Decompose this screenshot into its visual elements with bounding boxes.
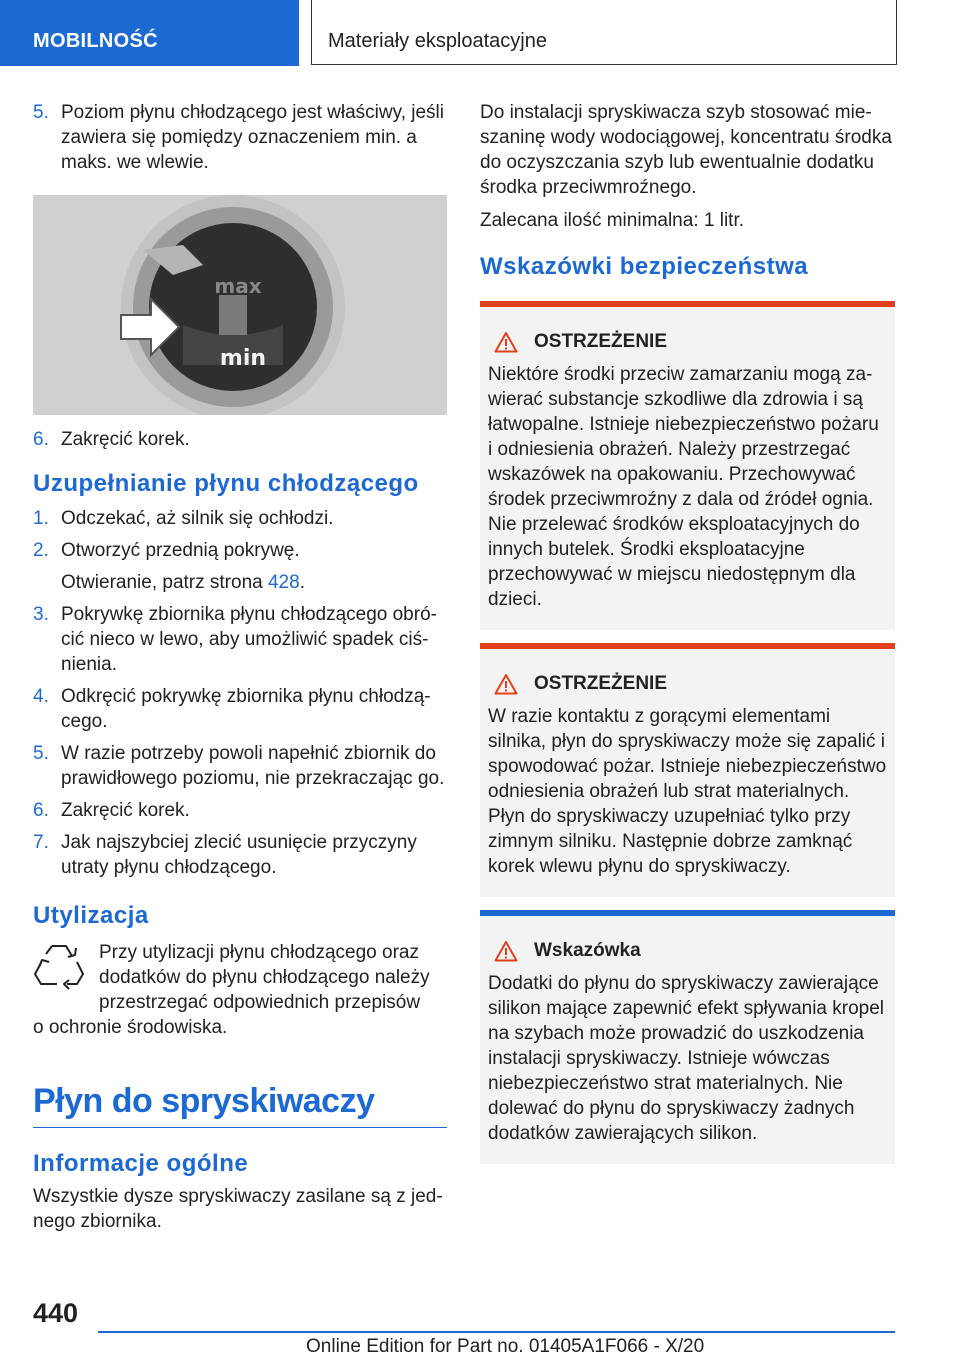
list-item <box>33 100 447 175</box>
list-item <box>33 602 447 677</box>
list-item <box>33 741 447 791</box>
note-title-row <box>488 938 887 963</box>
step-number: 7. <box>33 832 49 853</box>
chapter-title: Materiały eksploatacyjne <box>328 30 547 52</box>
step-text: Jak najszybciej zlecić usunięcie przyczyny utraty płynu chłodzącego. <box>61 832 417 878</box>
coolant-cap-illustration <box>33 195 447 415</box>
recycle-icon <box>33 940 85 992</box>
page-number: 440 <box>33 1298 79 1328</box>
general-heading: Informacje ogólne <box>33 1150 249 1177</box>
reference-prefix: Otwieranie, patrz strona <box>61 572 268 593</box>
safety-heading: Wskazówki bezpieczeństwa <box>480 253 809 280</box>
step-text: Zakręcić korek. <box>61 429 190 450</box>
step-text: Odkręcić pokrywkę zbiornika płynu chłodzącego. <box>61 686 431 732</box>
coolant-level-photo <box>33 195 447 415</box>
warning-text: W razie kontaktu z gorącymi elementami silnika, płyn do spryskiwaczy może się zapalić i spowodować pożar. Istnieje niebezpieczeństwo odniesienia obrażeń lub strat materialnych. Płyn do spryskiwaczy uzupełniać tylko przy zimnym silniku. Następnie dobrze zamknąć korek wlewu płynu do spryskiwaczy. <box>488 706 887 877</box>
warning-box <box>480 301 895 630</box>
cross-reference <box>61 570 447 595</box>
step-text: Poziom płynu chłodzącego jest właściwy, jeśli zawiera się pomiędzy oznaczeniem min. a maks. we wlewie. <box>61 102 444 173</box>
step-text: Pokrywkę zbiornika płynu chłodzącego obrócić nieco w lewo, aby umożliwić spadek ciśnienia. <box>61 604 437 675</box>
step-number: 2. <box>33 540 49 561</box>
recommended-amount: Zalecana ilość minimalna: 1 litr. <box>480 210 744 231</box>
step-number: 6. <box>33 800 49 821</box>
disposal-text: Przy utylizacji płynu chłodzącego oraz dodatków do płynu chłodzącego należy przestrzegać odpowiednich przepisów <box>99 942 430 1013</box>
footer-divider <box>98 1331 895 1333</box>
step-number: 5. <box>33 102 49 123</box>
washer-heading: Płyn do spryskiwaczy <box>33 1082 375 1120</box>
section-tab <box>0 0 299 66</box>
warning-triangle-icon <box>494 673 518 695</box>
warning-title: OSTRZEŻENIE <box>534 331 668 352</box>
washer-section-title <box>33 1082 447 1128</box>
disposal-heading: Utylizacja <box>33 902 149 929</box>
reference-suffix: . <box>299 572 305 593</box>
disposal-text-end: o ochronie środowiska. <box>33 1017 228 1038</box>
page-link[interactable]: 428 <box>267 572 300 593</box>
step-text: Zakręcić korek. <box>61 800 190 821</box>
refill-heading: Uzupełnianie płynu chłodzącego <box>33 470 419 497</box>
list-item <box>33 538 447 595</box>
intro-paragraph: Do instalacji spryskiwacza szyb stosować mieszaninę wody wodociągowej, koncentratu środka do oczyszczania szyb lub ewentualnie dodatku środka przeciwmroźnego. <box>480 102 892 198</box>
list-item <box>33 427 447 452</box>
step-text: Odczekać, aż silnik się ochłodzi. <box>61 508 334 529</box>
min-label: min <box>219 346 267 371</box>
step-number: 3. <box>33 604 49 625</box>
step-number: 6. <box>33 429 49 450</box>
warning-box <box>480 643 895 897</box>
list-item <box>33 684 447 734</box>
list-item <box>33 506 447 531</box>
warning-title-row <box>488 329 887 354</box>
note-title: Wskazówka <box>534 940 641 961</box>
step-number: 1. <box>33 508 49 529</box>
list-item <box>33 830 447 880</box>
chapter-tab <box>311 0 897 65</box>
note-triangle-icon <box>494 940 518 962</box>
section-title: MOBILNOŚĆ <box>33 30 158 52</box>
list-item <box>33 798 447 823</box>
left-column <box>33 100 447 1234</box>
general-text: Wszystkie dysze spryskiwaczy zasilane są z jednego zbiornika. <box>33 1186 443 1232</box>
right-column <box>480 100 895 1164</box>
max-label: max <box>214 274 262 298</box>
warning-triangle-icon <box>494 331 518 353</box>
warning-text: Niektóre środki przeciw zamarzaniu mogą zawierać substancje szkodliwe dla zdrowia i są łatwopalne. Istnieje niebezpieczeństwo pożaru i odniesienia obrażeń. Należy przestrzegać wskazówek na opakowaniu. Przechowywać środek przeciwmroźny z dala od źródeł ognia. Nie przelewać środków eksploatacyjnych do innych butelek. Środki eksploatacyjne przechowywać w miejscu niedostępnym dla dzieci. <box>488 364 879 610</box>
step-number: 5. <box>33 743 49 764</box>
note-text: Dodatki do płynu do spryskiwaczy zawierające silikon mające zapewnić efekt spływania kropel na szybach może prowadzić do uszkodzenia instalacji spryskiwaczy. Istnieje wówczas niebezpieczeństwo strat materialnych. Nie dolewać do płynu do spryskiwaczy żadnych dodatków zawierających silikon. <box>488 973 885 1144</box>
disposal-block <box>33 940 447 1015</box>
refill-steps <box>33 506 447 880</box>
warning-title: OSTRZEŻENIE <box>534 673 668 694</box>
step-number: 4. <box>33 686 49 707</box>
note-box <box>480 910 895 1164</box>
step-text: Otworzyć przednią pokrywę. <box>61 540 300 561</box>
step-text: W razie potrzeby powoli napełnić zbiornik do prawidłowego poziomu, nie przekraczając go. <box>61 743 445 789</box>
edition-note: Online Edition for Part no. 01405A1F066 - X/20 <box>306 1336 705 1357</box>
warning-title-row <box>488 671 887 696</box>
